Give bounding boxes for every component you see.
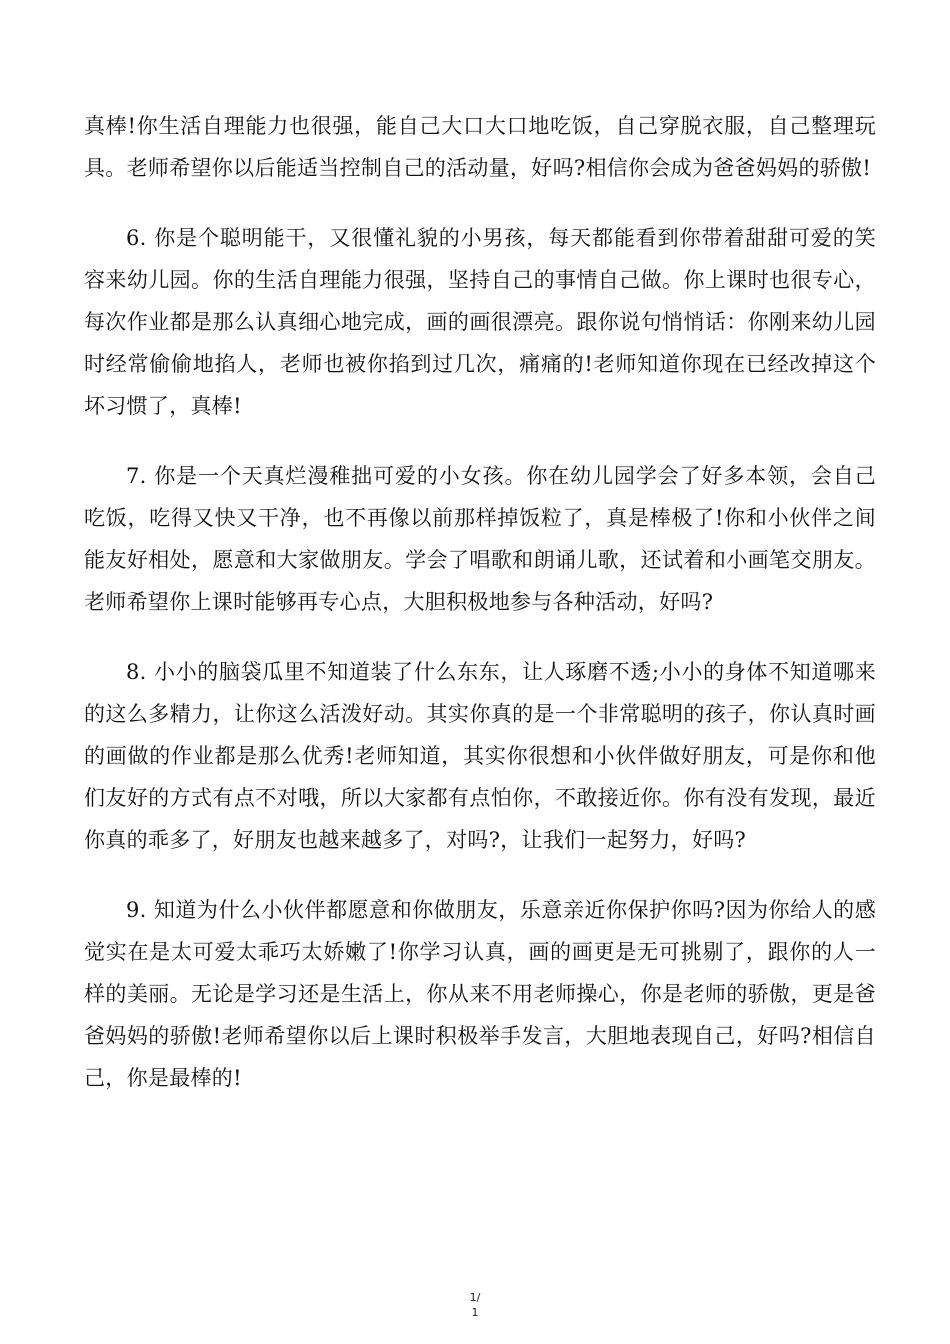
paragraph-item-6: 6. 你是个聪明能干，又很懂礼貌的小男孩，每天都能看到你带着甜甜可爱的笑容来幼儿园。你的生活自理能力很强，坚持自己的事情自己做。你上课时也很专心，每次作业都是那么认真细心地完成，画的画很漂亮。跟你说句悄悄话：你刚来幼儿园时经常偷偷地掐人，老师也被你掐到过几次，痛痛的!老师知道你现在已经改掉这个坏习惯了，真棒! [84,226,876,418]
page-number-line2: 1 [471,1306,479,1319]
paragraph-item-7: 7. 你是一个天真烂漫稚拙可爱的小女孩。你在幼儿园学会了好多本领，会自己吃饭，吃得又快又干净，也不再像以前那样掉饭粒了，真是棒极了!你和小伙伴之间能友好相处，愿意和大家做朋友。学会了唱歌和朗诵儿歌，还试着和小画笔交朋友。老师希望你上课时能够再专心点，大胆积极地参与各种活动，好吗? [84,464,876,614]
paragraph-continuation: 真棒!你生活自理能力也很强，能自己大口大口地吃饭，自己穿脱衣服，自己整理玩具。老师希望你以后能适当控制自己的活动量，好吗?相信你会成为爸爸妈妈的骄傲! [84,114,876,180]
page-number [0,1290,950,1320]
document-body [84,105,876,1127]
paragraph-item-9: 9. 知道为什么小伙伴都愿意和你做朋友，乐意亲近你保护你吗?因为你给人的感觉实在是太可爱太乖巧太娇嫩了!你学习认真，画的画更是无可挑剔了，跟你的人一样的美丽。无论是学习还是生活上，你从来不用老师操心，你是老师的骄傲，更是爸爸妈妈的骄傲!老师希望你以后上课时积极举手发言，大胆地表现自己，好吗?相信自己，你是最棒的! [84,898,876,1090]
paragraph-item-8: 8. 小小的脑袋瓜里不知道装了什么东东，让人琢磨不透;小小的身体不知道哪来的这么多精力，让你这么活泼好动。其实你真的是一个非常聪明的孩子，你认真时画的画做的作业都是那么优秀!老师知道，其实你很想和小伙伴做好朋友，可是你和他们友好的方式有点不对哦，所以大家都有点怕你，不敢接近你。你有没有发现，最近你真的乖多了，好朋友也越来越多了，对吗?，让我们一起努力，好吗? [84,660,876,852]
page-number-line1: 1/ [469,1291,481,1304]
